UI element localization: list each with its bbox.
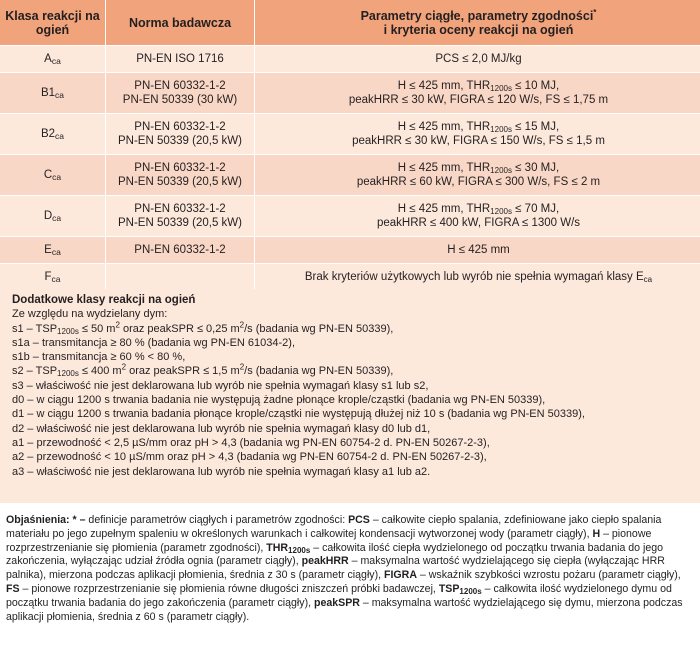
norm-cell <box>106 114 255 155</box>
class-d2: d2 – właściwość nie jest deklarowana lub wyrób nie spełnia wymagań klasy d0 lub d1, <box>12 422 431 435</box>
params-cell <box>255 46 700 73</box>
class-s2 <box>12 364 692 378</box>
s2-text: /s (badania wg PN-EN 50339), <box>244 365 394 378</box>
class-label: B2 <box>40 128 56 140</box>
s1-text: s1 – TSP <box>12 322 58 335</box>
notes-term-sub: 1200s <box>459 586 482 596</box>
params-line: peakHRR ≤ 30 kW, FIGRA ≤ 120 W/s, FS ≤ 1,75 m <box>348 94 609 106</box>
table-row-c <box>0 155 700 196</box>
params-line: peakHRR ≤ 30 kW, FIGRA ≤ 150 W/s, FS ≤ 1,5 m <box>352 135 605 147</box>
norm-cell <box>106 264 255 291</box>
class-label: C <box>43 169 53 181</box>
params-sub: 1200s <box>490 125 512 134</box>
norm-cell <box>106 73 255 114</box>
notes-text: – całkowite ciepło spalania, zdefiniowane jako ciepło spalania materiału po jego zupełnym spaleniu w określonych warunkach i całkowitej kondensacji wytworzonej wody (parametr ciągły), <box>6 514 662 540</box>
s2-text: oraz peakSPR ≤ 1,5 m <box>126 365 240 378</box>
notes-text: – wskaźnik szybkości wzrostu pożaru (parametr ciągły), <box>416 569 681 582</box>
class-cell <box>0 237 106 264</box>
class-label: A <box>44 53 52 65</box>
params-sub: 1200s <box>490 84 512 93</box>
params-line: peakHRR ≤ 60 kW, FIGRA ≤ 300 W/s, FS ≤ 2 m <box>356 176 601 188</box>
norm-cell <box>106 237 255 264</box>
norm-line: PN-EN 60332-1-2 <box>134 203 226 215</box>
params-cell <box>255 237 700 264</box>
s1-sup: 2 <box>115 319 120 329</box>
norm-line: PN-EN 60332-1-2 <box>134 121 226 133</box>
class-cell <box>0 264 106 291</box>
notes-term: THR <box>266 541 289 554</box>
class-cell <box>0 73 106 114</box>
norm-line: PN-EN 50339 (20,5 kW) <box>118 217 242 229</box>
header-norm-text: Norma badawcza <box>128 15 232 30</box>
header-params-star: * <box>593 7 597 17</box>
norm-line: PN-EN 60332-1-2 <box>134 162 226 174</box>
norm-line: PN-EN 50339 (20,5 kW) <box>118 135 242 147</box>
params-cell <box>255 196 700 237</box>
class-a1: a1 – przewodność < 2,5 µS/mm oraz pH > 4,3 (badania wg PN-EN 60754-2 d. PN-EN 50267-2-3), <box>12 436 490 449</box>
norm-cell <box>106 46 255 73</box>
class-cell <box>0 114 106 155</box>
norm-line: PN-EN ISO 1716 <box>136 53 224 65</box>
notes-text: – maksymalna wartość wydzielającego się ciepła (wyłączając HRR palnika), mierzona podczas aplikacji płomienia, średnia z 30 s (parametr ciągły), <box>6 555 665 582</box>
params-line: H ≤ 425 mm, THR <box>397 121 491 133</box>
class-sub: ca <box>51 56 61 66</box>
params-line: PCS ≤ 2,0 MJ/kg <box>435 53 522 65</box>
class-cell <box>0 155 106 196</box>
params-sub: 1200s <box>490 166 512 175</box>
class-d0: d0 – w ciągu 1200 s trwania badania nie występują żadne płonące krople/cząstki (badania wg PN-EN 50339), <box>12 394 546 407</box>
additional-classes-box <box>0 289 700 503</box>
s1-text: ≤ 50 m <box>78 322 116 335</box>
notes-text: definicje parametrów ciągłych i parametrów zgodności: <box>85 514 349 526</box>
class-sub: ca <box>51 247 61 257</box>
class-sub: ca <box>51 274 61 284</box>
params-sub: 1200s <box>490 207 512 216</box>
params-cell <box>255 114 700 155</box>
s1-text: /s (badania wg PN-EN 50339), <box>244 322 394 335</box>
header-class-text: Klasa reakcji na ogień <box>5 8 100 37</box>
notes-lead: Objaśnienia: <box>6 514 70 526</box>
params-line: ≤ 10 MJ, <box>511 80 560 92</box>
notes-text: – całkowita ilość ciepła wydzielonego od początku trwania badania do jego zakończenia, wyłączając udział źródła ognia (parametr ciągły), <box>6 541 664 568</box>
header-params <box>255 0 700 46</box>
class-cell <box>0 46 106 73</box>
header-norm <box>106 0 255 46</box>
params-line: H ≤ 425 mm, THR <box>397 80 491 92</box>
class-label: F <box>44 271 52 283</box>
class-sub: ca <box>52 172 62 182</box>
header-params-line2: i kryteria oceny reakcji na ogień <box>383 22 574 37</box>
class-a3: a3 – właściwość nie jest deklarowana lub wyrób nie spełnia wymagań klasy a1 lub a2. <box>12 465 431 478</box>
notes-text: – maksymalna wartość wydzielającego się dymu, mierzona podczas aplikacji płomienia, średnia z 60 s (parametr ciągły). <box>6 596 683 623</box>
table-row-e <box>0 237 700 264</box>
s1-text: oraz peakSPR ≤ 0,25 m <box>119 322 240 335</box>
params-line: ≤ 30 MJ, <box>511 162 560 174</box>
table-header-row <box>0 0 700 46</box>
params-line: peakHRR ≤ 400 kW, FIGRA ≤ 1300 W/s <box>376 217 581 229</box>
table-row-a <box>0 46 700 73</box>
class-s1b: s1b – transmitancja ≥ 60 % < 80 %, <box>12 351 186 364</box>
norm-line: PN-EN 50339 (20,5 kW) <box>118 176 242 188</box>
params-line: Brak kryteriów użytkowych lub wyrób nie spełnia wymagań klasy E <box>304 271 644 283</box>
s2-sub: 1200s <box>57 369 79 379</box>
class-sub: ca <box>52 213 62 223</box>
s2-text: s2 – TSP <box>12 365 58 378</box>
class-d1: d1 – w ciągu 1200 s trwania badania płonące krople/cząstki nie występują dłużej niż 10 s (badania wg PN-EN 50339), <box>12 408 585 421</box>
class-label: E <box>44 244 52 256</box>
notes-term-sub: 1200s <box>288 545 311 555</box>
class-s3: s3 – właściwość nie jest deklarowana lub wyrób nie spełnia wymagań klasy s1 lub s2, <box>12 379 429 392</box>
class-a2: a2 – przewodność < 10 µS/mm oraz pH > 4,3 (badania wg PN-EN 60754-2 d. PN-EN 50267-2-3), <box>12 451 487 464</box>
additional-intro: Ze względu na wydzielany dym: <box>12 308 168 321</box>
params-line: H ≤ 425 mm <box>447 244 510 256</box>
s2-sup: 2 <box>121 362 127 372</box>
params-sub: ca <box>643 275 653 284</box>
params-cell <box>255 155 700 196</box>
class-label: D <box>43 210 53 222</box>
norm-line: PN-EN 50339 (30 kW) <box>122 94 238 106</box>
notes-text: – pionowe rozprzestrzenianie się płomienia równe długości zniszczeń próbki badawczej, <box>19 582 439 595</box>
class-sub: ca <box>55 131 65 141</box>
norm-cell <box>106 155 255 196</box>
class-cell <box>0 196 106 237</box>
notes-term: FIGRA <box>384 569 417 582</box>
notes-term: H <box>592 527 601 540</box>
table-row-b1 <box>0 73 700 114</box>
additional-title: Dodatkowe klasy reakcji na ogień <box>12 294 196 306</box>
table-row-d <box>0 196 700 237</box>
explanations-paragraph <box>6 514 694 624</box>
s2-sup: 2 <box>239 362 245 372</box>
header-class <box>0 0 106 46</box>
s1-sup: 2 <box>239 319 245 329</box>
class-s1 <box>12 319 692 336</box>
norm-line: PN-EN 60332-1-2 <box>134 80 226 92</box>
params-line: H ≤ 425 mm, THR <box>397 203 491 215</box>
params-line: ≤ 15 MJ, <box>511 121 560 133</box>
notes-term: PCS <box>348 514 370 526</box>
table-row-f <box>0 264 700 291</box>
s2-text: ≤ 400 m <box>78 365 122 378</box>
s1-sub: 1200s <box>57 326 79 336</box>
notes-term: FS <box>6 582 20 595</box>
norm-line: PN-EN 60332-1-2 <box>134 244 226 256</box>
class-s1a: s1a – transmitancja ≥ 80 % (badania wg PN-EN 61034-2), <box>12 336 296 349</box>
notes-star: * – <box>69 514 86 526</box>
notes-text: – pionowe rozprzestrzenianie się płomienia (parametr zgodności), <box>6 527 652 554</box>
reaction-to-fire-table <box>0 0 700 291</box>
notes-term: peakHRR <box>301 555 349 568</box>
norm-cell <box>106 196 255 237</box>
header-params-line1: Parametry ciągłe, parametry zgodności <box>360 8 594 23</box>
params-line: ≤ 70 MJ, <box>511 203 560 215</box>
notes-term: peakSPR <box>313 596 360 609</box>
params-cell <box>255 264 700 291</box>
additional-classes-content <box>12 293 692 479</box>
params-cell <box>255 73 700 114</box>
params-line: H ≤ 425 mm, THR <box>397 162 491 174</box>
class-sub: ca <box>55 90 65 100</box>
notes-term: TSP <box>438 582 460 595</box>
table-row-b2 <box>0 114 700 155</box>
class-label: B1 <box>40 87 56 99</box>
notes-text: – całkowita ilość wydzielonego dymu od początku trwania badania do jego zakończenia (parametr ciągły), <box>6 582 672 609</box>
